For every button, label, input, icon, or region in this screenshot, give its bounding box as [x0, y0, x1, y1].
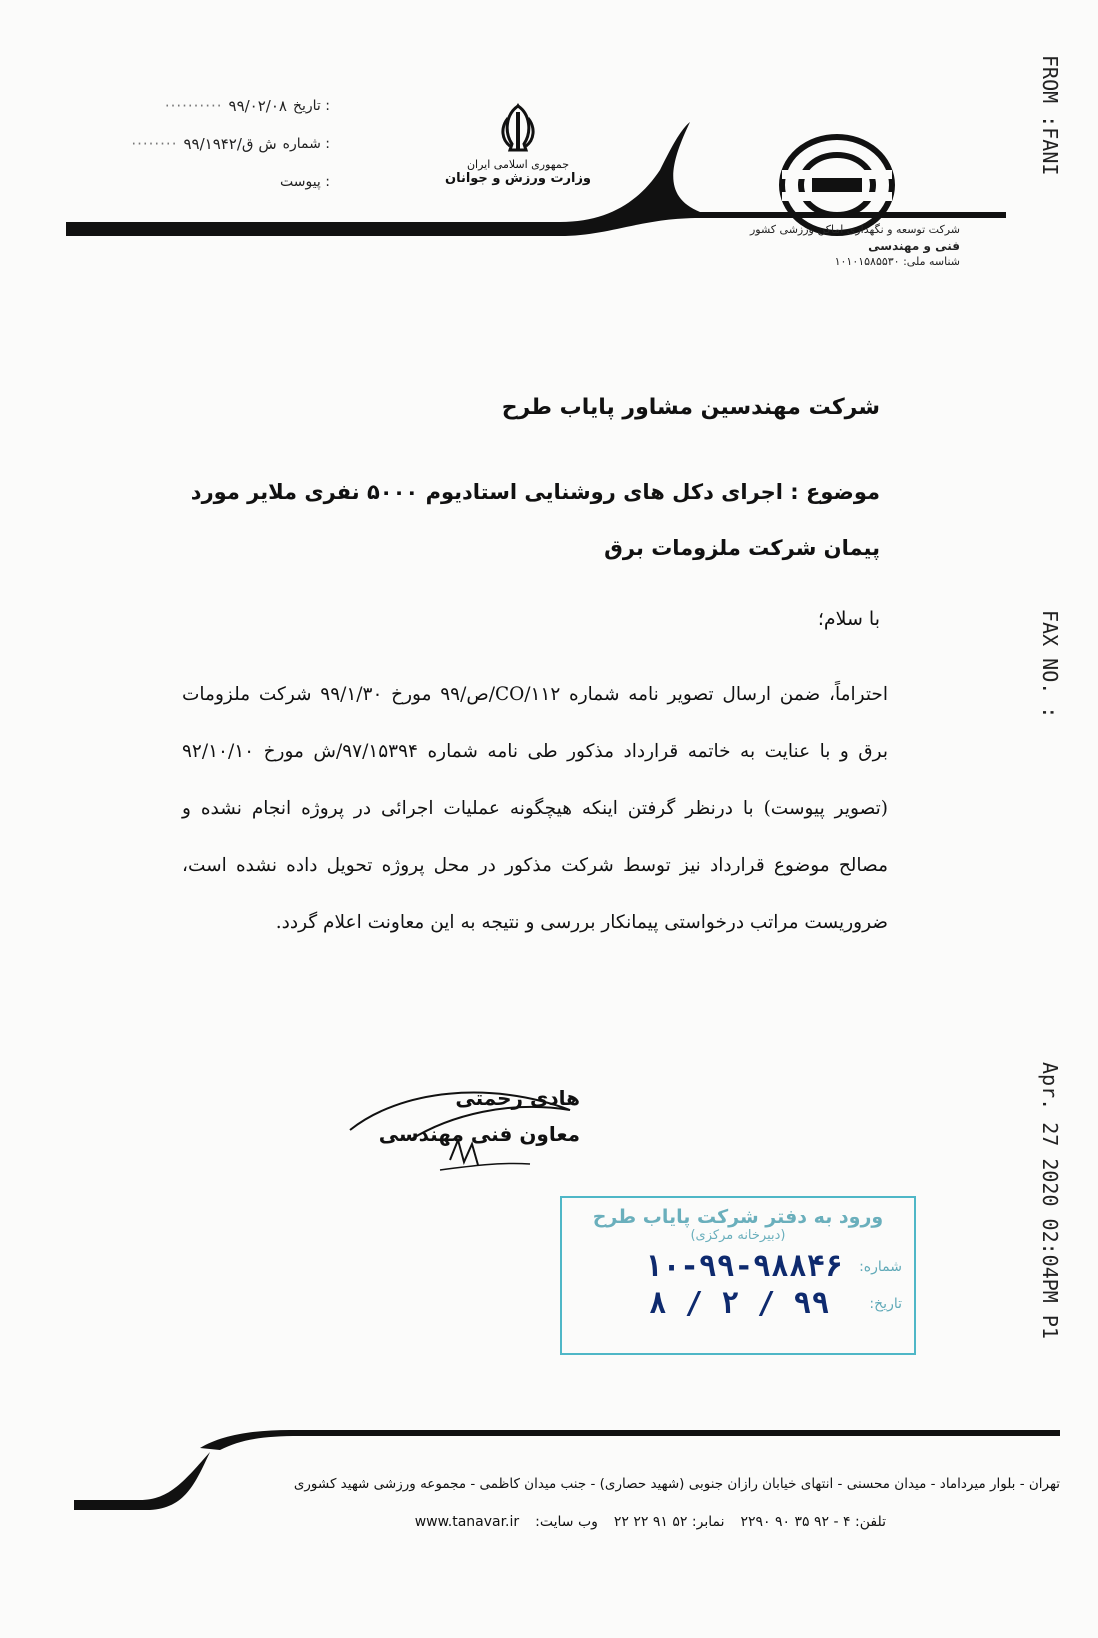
stamp-date-value: ۹۹ / ۲ / ۸ [648, 1286, 830, 1321]
body-paragraph: احتراماً، ضمن ارسال تصویر نامه شماره ۱۱۲/CO/ص/۹۹ مورخ ۹۹/۱/۳۰ شرکت ملزومات برق و با عنایت به خاتمه قرارداد مذکور طی نامه شماره ۹۷/۱۵۳۹۴/ش مورخ ۹۲/۱۰/۱۰ (تصویر پیوست) با درنظر گرفتن اینکه هیچگونه عملیات اجرائی در پروژه انجام نشده و مصالح موضوع قرارداد نیز توسط شرکت مذکور در محل پروژه تحویل داده نشده است، ضروریست مراتب درخواستی پیمانکار بررسی و نتیجه به این معاونت اعلام گردد. [182, 684, 888, 933]
footer-contact-row [330, 1514, 886, 1530]
emblem-line1: جمهوری اسلامی ایران [466, 158, 570, 171]
org-line1: شرکت توسعه و نگهداری اماکن ورزشی کشور [749, 223, 960, 236]
footer-band [0, 1400, 1098, 1530]
signer-name: هادی رحمتی [455, 1086, 580, 1110]
number-label: شماره : [282, 136, 330, 152]
subject-line2: پیمان شرکت ملزومات برق [604, 536, 880, 560]
stamp-subtitle: (دبیرخانه مرکزی) [690, 1228, 786, 1243]
number-value: ۹۹/۱۹۴۲/ش ق [183, 135, 277, 153]
footer-website[interactable]: www.tanavar.ir [414, 1514, 520, 1530]
fax-from-label: FROM :FANI [1038, 55, 1062, 176]
footer-address: تهران - بلوار میرداماد - میدان محسنی - انتهای خیابان رازان جنوبی (شهید حصاری) - جنب میدان کاظمی - مجموعه ورزشی شهید کشوری [293, 1476, 1060, 1492]
subject-line1: موضوع : اجرای دکل های روشنایی استادیوم ۵۰۰۰ نفری ملایر مورد [190, 480, 880, 504]
handwritten-signature [340, 1070, 600, 1180]
stamp-number-row [562, 1249, 902, 1284]
org-line2: فنی و مهندسی [868, 239, 960, 253]
footer-phone: تلفن: ۴ - ۹۲ ۳۵ ۹۰ ۲۲۹۰ [740, 1514, 886, 1530]
stamp-title: ورود به دفتر شرکت پایاب طرح [592, 1206, 884, 1228]
org-line3: شناسه ملی: ۱۰۱۰۱۵۸۵۵۳۰ [834, 255, 960, 268]
stamp-date-label: تاریخ: [869, 1295, 902, 1312]
emblem-line2: وزارت ورزش و جوانان [444, 171, 592, 186]
date-value: ۹۹/۰۲/۰۸ [228, 97, 287, 115]
footer-fax: نمابر: ۵۲ ۹۱ ۲۲ ۲۲ [613, 1514, 725, 1530]
stamp-number-value: ۱۰-۹۹-۹۸۸۴۶ [644, 1249, 844, 1284]
header-band [0, 0, 1098, 280]
greeting: با سلام؛ [817, 608, 880, 630]
recipient: شرکت مهندسین مشاور پایاب طرح [501, 395, 880, 420]
attachment-label: پیوست : [279, 174, 330, 190]
stamp-date-row [562, 1286, 902, 1321]
stamp-number-label: شماره: [859, 1258, 902, 1275]
dotted-line: ·········· [164, 97, 223, 115]
date-label: تاریخ : [292, 98, 330, 114]
dotted-line: ········ [131, 135, 178, 153]
footer-website-label: وب سایت: [535, 1514, 598, 1530]
receipt-stamp [560, 1196, 916, 1355]
signer-title: معاون فنی مهندسی [378, 1122, 580, 1146]
subject [190, 464, 880, 576]
fax-number-label: FAX NO. : [1038, 610, 1062, 719]
fax-datetime: Apr. 27 2020 02:04PM P1 [1038, 1062, 1062, 1339]
